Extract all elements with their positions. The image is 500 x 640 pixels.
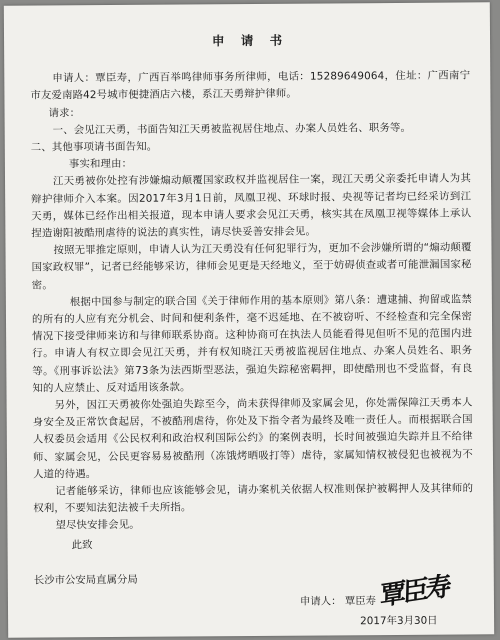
- paragraph-1: 江天勇被你处控有涉嫌煽动颠覆国家政权并监视居住一案，现江天勇父亲委托申请人为其辩护律师介入本案。因2017年3月1日前，凤凰卫视、环球时报、央视等记者均已经采访到江天勇，媒体已经作出相关报道，现本申请人要求会见江天勇，核实其在凤凰卫视等媒体上承认捏造谢阳被酷刑虐待的说法的真实性，请尽快妥善安排会见。: [31, 172, 472, 240]
- document-body: [30, 30, 474, 554]
- applicant-info: 申请人：覃臣寿，广西百举鸣律师事务所律师，电话：15289649064，住址：广西南宁市友爱南路42号城市便捷酒店六楼，系江天勇辩护律师。: [30, 69, 471, 102]
- salutation: 此致: [71, 538, 93, 551]
- request-label: 请求：: [48, 106, 81, 120]
- paragraph-3: 根据中国参与制定的联合国《关于律师作用的基本原则》第八条：遭逮捕、拘留或监禁的所有的人应有充分机会、时间和便利条件，毫不迟延地、在不被窃听、不经检查和完全保密情况下接受律师来访和与律师联系协商。这种协商可在执法人员能看得见但听不见的范围内进行。申请人有权立即会见江天勇，并有权知晓江天勇被监视居住地点、办案人员姓名、职务等。《刑事诉讼法》第73条为法西斯型恶法，强迫失踪秘密羁押，即使酷刑也不受监督，有良知的人应禁止、反对适用该条款。: [31, 293, 473, 395]
- applicant-sign-line: 申请人： 覃臣寿: [299, 595, 377, 608]
- document-page: [4, 2, 494, 637]
- addressee: 长沙市公安局直属分局: [33, 573, 138, 587]
- document-date: 2017年3月30日: [360, 614, 438, 628]
- paragraph-2: 按照无罪推定原则，申请人认为江天勇没有任何犯罪行为，更加不会涉嫌所谓的“煽动颠覆国家政权罪”，记者已经能够采访，律师会见更是天经地义，至于妨碍侦查或者可能泄漏国家秘密。: [31, 241, 472, 292]
- request-item-1: 一、会见江天勇，书面告知江天勇被监视居住地点、办案人员姓名、职务等。: [52, 121, 412, 137]
- paragraph-4: 另外，因江天勇被你处强迫失踪至今，尚未获得律师及家属会见，你处需保障江天勇本人身安全及正常饮食起居，不被酷刑虐待，你处及下指令者为最终及唯一责任人。而根据联合国人权委员会适用《公民权利和政治权利国际公约》的案例表明，长时间被强迫失踪并且不给律师、家属会见，公民更容易易被酷刑（冻饿烤晒吸打等）虐待，家属知情权被侵犯也被视为不人道的待遇。: [32, 396, 473, 481]
- paragraph-5: 记者能够采访，律师也应该能够会见，请办案机关依据人权准则保护被羁押人及其律师的权利，不要知法犯法被千夫所指。: [33, 482, 474, 515]
- request-item-2: 二、其他事项请书面告知。: [30, 140, 158, 154]
- handwritten-signature: 覃臣寿: [379, 571, 449, 613]
- document-title: 申 请 书: [211, 32, 289, 49]
- facts-label: 事实和理由：: [68, 158, 133, 171]
- paragraph-6: 望尽快安排会见。: [55, 519, 140, 532]
